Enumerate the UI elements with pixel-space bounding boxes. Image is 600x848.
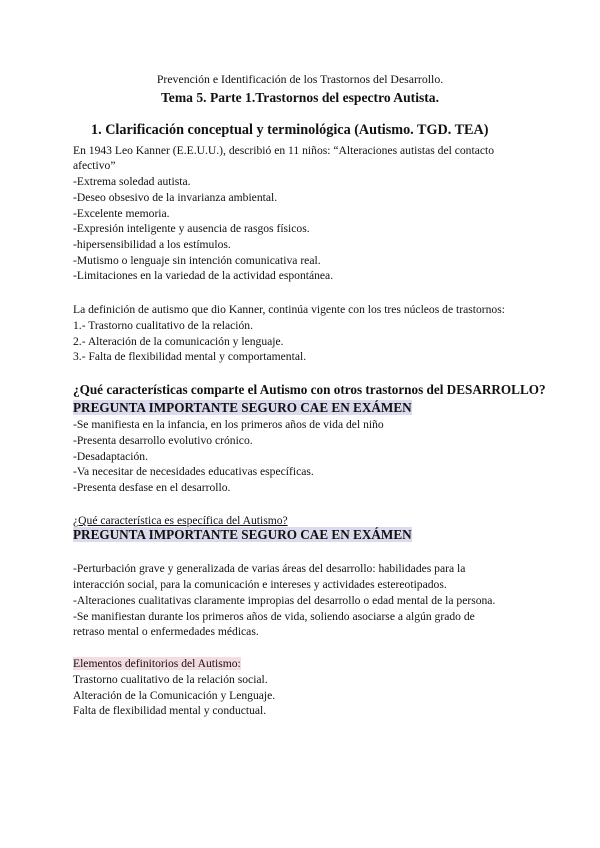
question-heading: ¿Qué características comparte el Autismo con otros trastornos del DESARROLLO? — [73, 382, 546, 397]
document-title: Tema 5. Parte 1.Trastornos del espectro Autista. — [160, 90, 439, 105]
defining-element-item: Trastorno cualitativo de la relación social. — [73, 673, 268, 686]
kanner-trait-item: -Mutismo o lenguaje sin intención comunicativa real. — [73, 254, 321, 267]
nucleus-item: 2.- Alteración de la comunicación y lenguaje. — [73, 335, 284, 348]
shared-trait-item: -Presenta desarrollo evolutivo crónico. — [73, 434, 253, 447]
defining-element-item: Falta de flexibilidad mental y conductual. — [73, 704, 267, 717]
specific-trait-line: retraso mental o enfermedades médicas. — [73, 625, 259, 638]
document-subtitle: Prevención e Identificación de los Trastornos del Desarrollo. — [156, 72, 444, 86]
nucleus-item: 3.- Falta de flexibilidad mental y comportamental. — [73, 350, 307, 363]
intro-line: En 1943 Leo Kanner (E.E.U.U.), describió en 11 niños: “Alteraciones autistas del contacto — [73, 144, 495, 157]
specific-trait-line: interacción social, para la comunicación e intereses y actividades estereotipados. — [73, 578, 447, 591]
intro-line: afectivo” — [73, 159, 116, 172]
kanner-trait-item: -Expresión inteligente y ausencia de rasgos físicos. — [73, 222, 310, 235]
elements-label: Elementos definitorios del Autismo: — [73, 657, 241, 670]
important-question-note: PREGUNTA IMPORTANTE SEGURO CAE EN EXÁMEN — [73, 527, 412, 542]
specific-trait-line: -Alteraciones cualitativas claramente impropias del desarrollo o edad mental de la persona. — [73, 594, 496, 607]
question-heading: ¿Qué característica es específica del Autismo? — [73, 514, 288, 527]
shared-trait-item: -Se manifiesta en la infancia, en los primeros años de vida del niño — [73, 418, 384, 431]
definition-text: La definición de autismo que dio Kanner, continúa vigente con los tres núcleos de trastornos: — [73, 303, 505, 316]
section-heading: 1. Clarificación conceptual y terminológica (Autismo. TGD. TEA) — [91, 122, 489, 138]
important-question-note: PREGUNTA IMPORTANTE SEGURO CAE EN EXÁMEN — [73, 400, 412, 415]
kanner-trait-item: -Limitaciones en la variedad de la actividad espontánea. — [73, 269, 334, 282]
kanner-trait-item: -Deseo obsesivo de la invarianza ambiental. — [73, 191, 278, 204]
defining-element-item: Alteración de la Comunicación y Lenguaje. — [73, 689, 276, 702]
nucleus-item: 1.- Trastorno cualitativo de la relación. — [73, 319, 253, 332]
specific-trait-line: -Perturbación grave y generalizada de varias áreas del desarrollo: habilidades para la — [73, 562, 466, 575]
kanner-trait-item: -Excelente memoria. — [73, 207, 170, 220]
kanner-trait-item: -hipersensibilidad a los estímulos. — [73, 238, 231, 251]
specific-trait-line: -Se manifiestan durante los primeros años de vida, soliendo asociarse a algún grado de — [73, 610, 475, 623]
shared-trait-item: -Va necesitar de necesidades educativas específicas. — [73, 465, 314, 478]
shared-trait-item: -Desadaptación. — [73, 450, 149, 463]
kanner-trait-item: -Extrema soledad autista. — [73, 175, 191, 188]
shared-trait-item: -Presenta desfase en el desarrollo. — [73, 481, 231, 494]
